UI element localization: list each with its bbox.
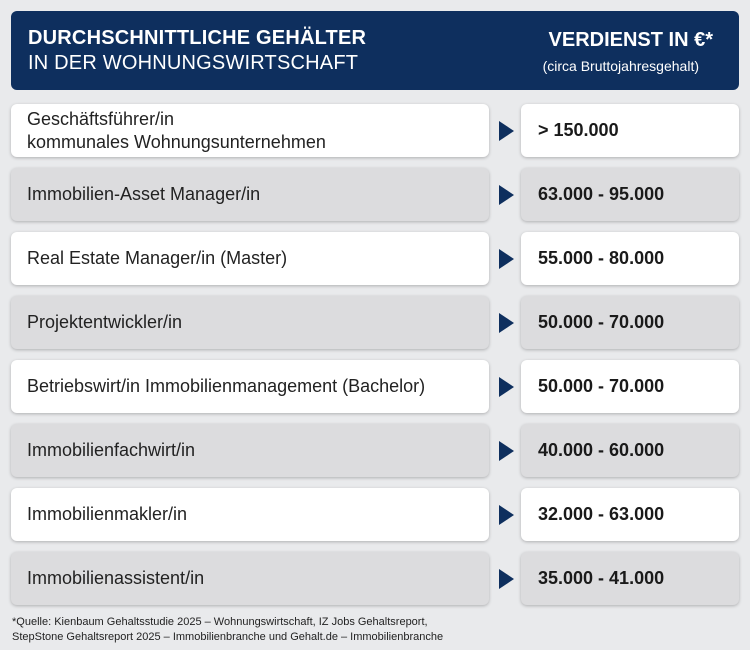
salary-value: 50.000 - 70.000	[521, 360, 739, 413]
table-row	[11, 232, 739, 285]
salary-value: 55.000 - 80.000	[521, 232, 739, 285]
page-title: DURCHSCHNITTLICHE GEHÄLTER	[28, 27, 367, 49]
arrow-right-icon	[499, 121, 514, 141]
arrow-right-icon	[499, 249, 514, 269]
table-row	[11, 552, 739, 605]
salary-value: > 150.000	[521, 104, 739, 157]
salary-value: 35.000 - 41.000	[521, 552, 739, 605]
salary-value: 40.000 - 60.000	[521, 424, 739, 477]
table-row	[11, 488, 739, 541]
footnote-line-1: *Quelle: Kienbaum Gehaltsstudie 2025 – Wohnungswirtschaft, IZ Jobs Gehaltsreport,	[12, 616, 428, 628]
arrow-right-icon	[499, 441, 514, 461]
table-row	[11, 104, 739, 157]
footnote	[12, 615, 732, 645]
column-title: VERDIENST IN €*	[548, 29, 713, 51]
arrow-right-icon	[499, 569, 514, 589]
job-title: Immobilienfachwirt/in	[11, 424, 489, 477]
arrow-right-icon	[499, 185, 514, 205]
job-title: Real Estate Manager/in (Master)	[11, 232, 489, 285]
page-subtitle: IN DER WOHNUNGSWIRTSCHAFT	[28, 52, 359, 74]
job-title: Immobilien-Asset Manager/in	[11, 168, 489, 221]
table-row	[11, 424, 739, 477]
salary-table	[11, 104, 739, 616]
salary-value: 63.000 - 95.000	[521, 168, 739, 221]
job-title: Geschäftsführer/in kommunales Wohnungsunternehmen	[11, 104, 489, 157]
job-title: Projektentwickler/in	[11, 296, 489, 349]
table-row	[11, 360, 739, 413]
job-title: Immobilienmakler/in	[11, 488, 489, 541]
column-subtitle: (circa Bruttojahresgehalt)	[542, 58, 699, 74]
table-row	[11, 296, 739, 349]
arrow-right-icon	[499, 377, 514, 397]
job-title: Betriebswirt/in Immobilienmanagement (Bachelor)	[11, 360, 489, 413]
arrow-right-icon	[499, 505, 514, 525]
footnote-line-2: StepStone Gehaltsreport 2025 – Immobilienbranche und Gehalt.de – Immobilienbranche	[12, 631, 444, 643]
header-banner	[11, 11, 739, 90]
job-title: Immobilienassistent/in	[11, 552, 489, 605]
salary-value: 50.000 - 70.000	[521, 296, 739, 349]
salary-value: 32.000 - 63.000	[521, 488, 739, 541]
table-row	[11, 168, 739, 221]
arrow-right-icon	[499, 313, 514, 333]
